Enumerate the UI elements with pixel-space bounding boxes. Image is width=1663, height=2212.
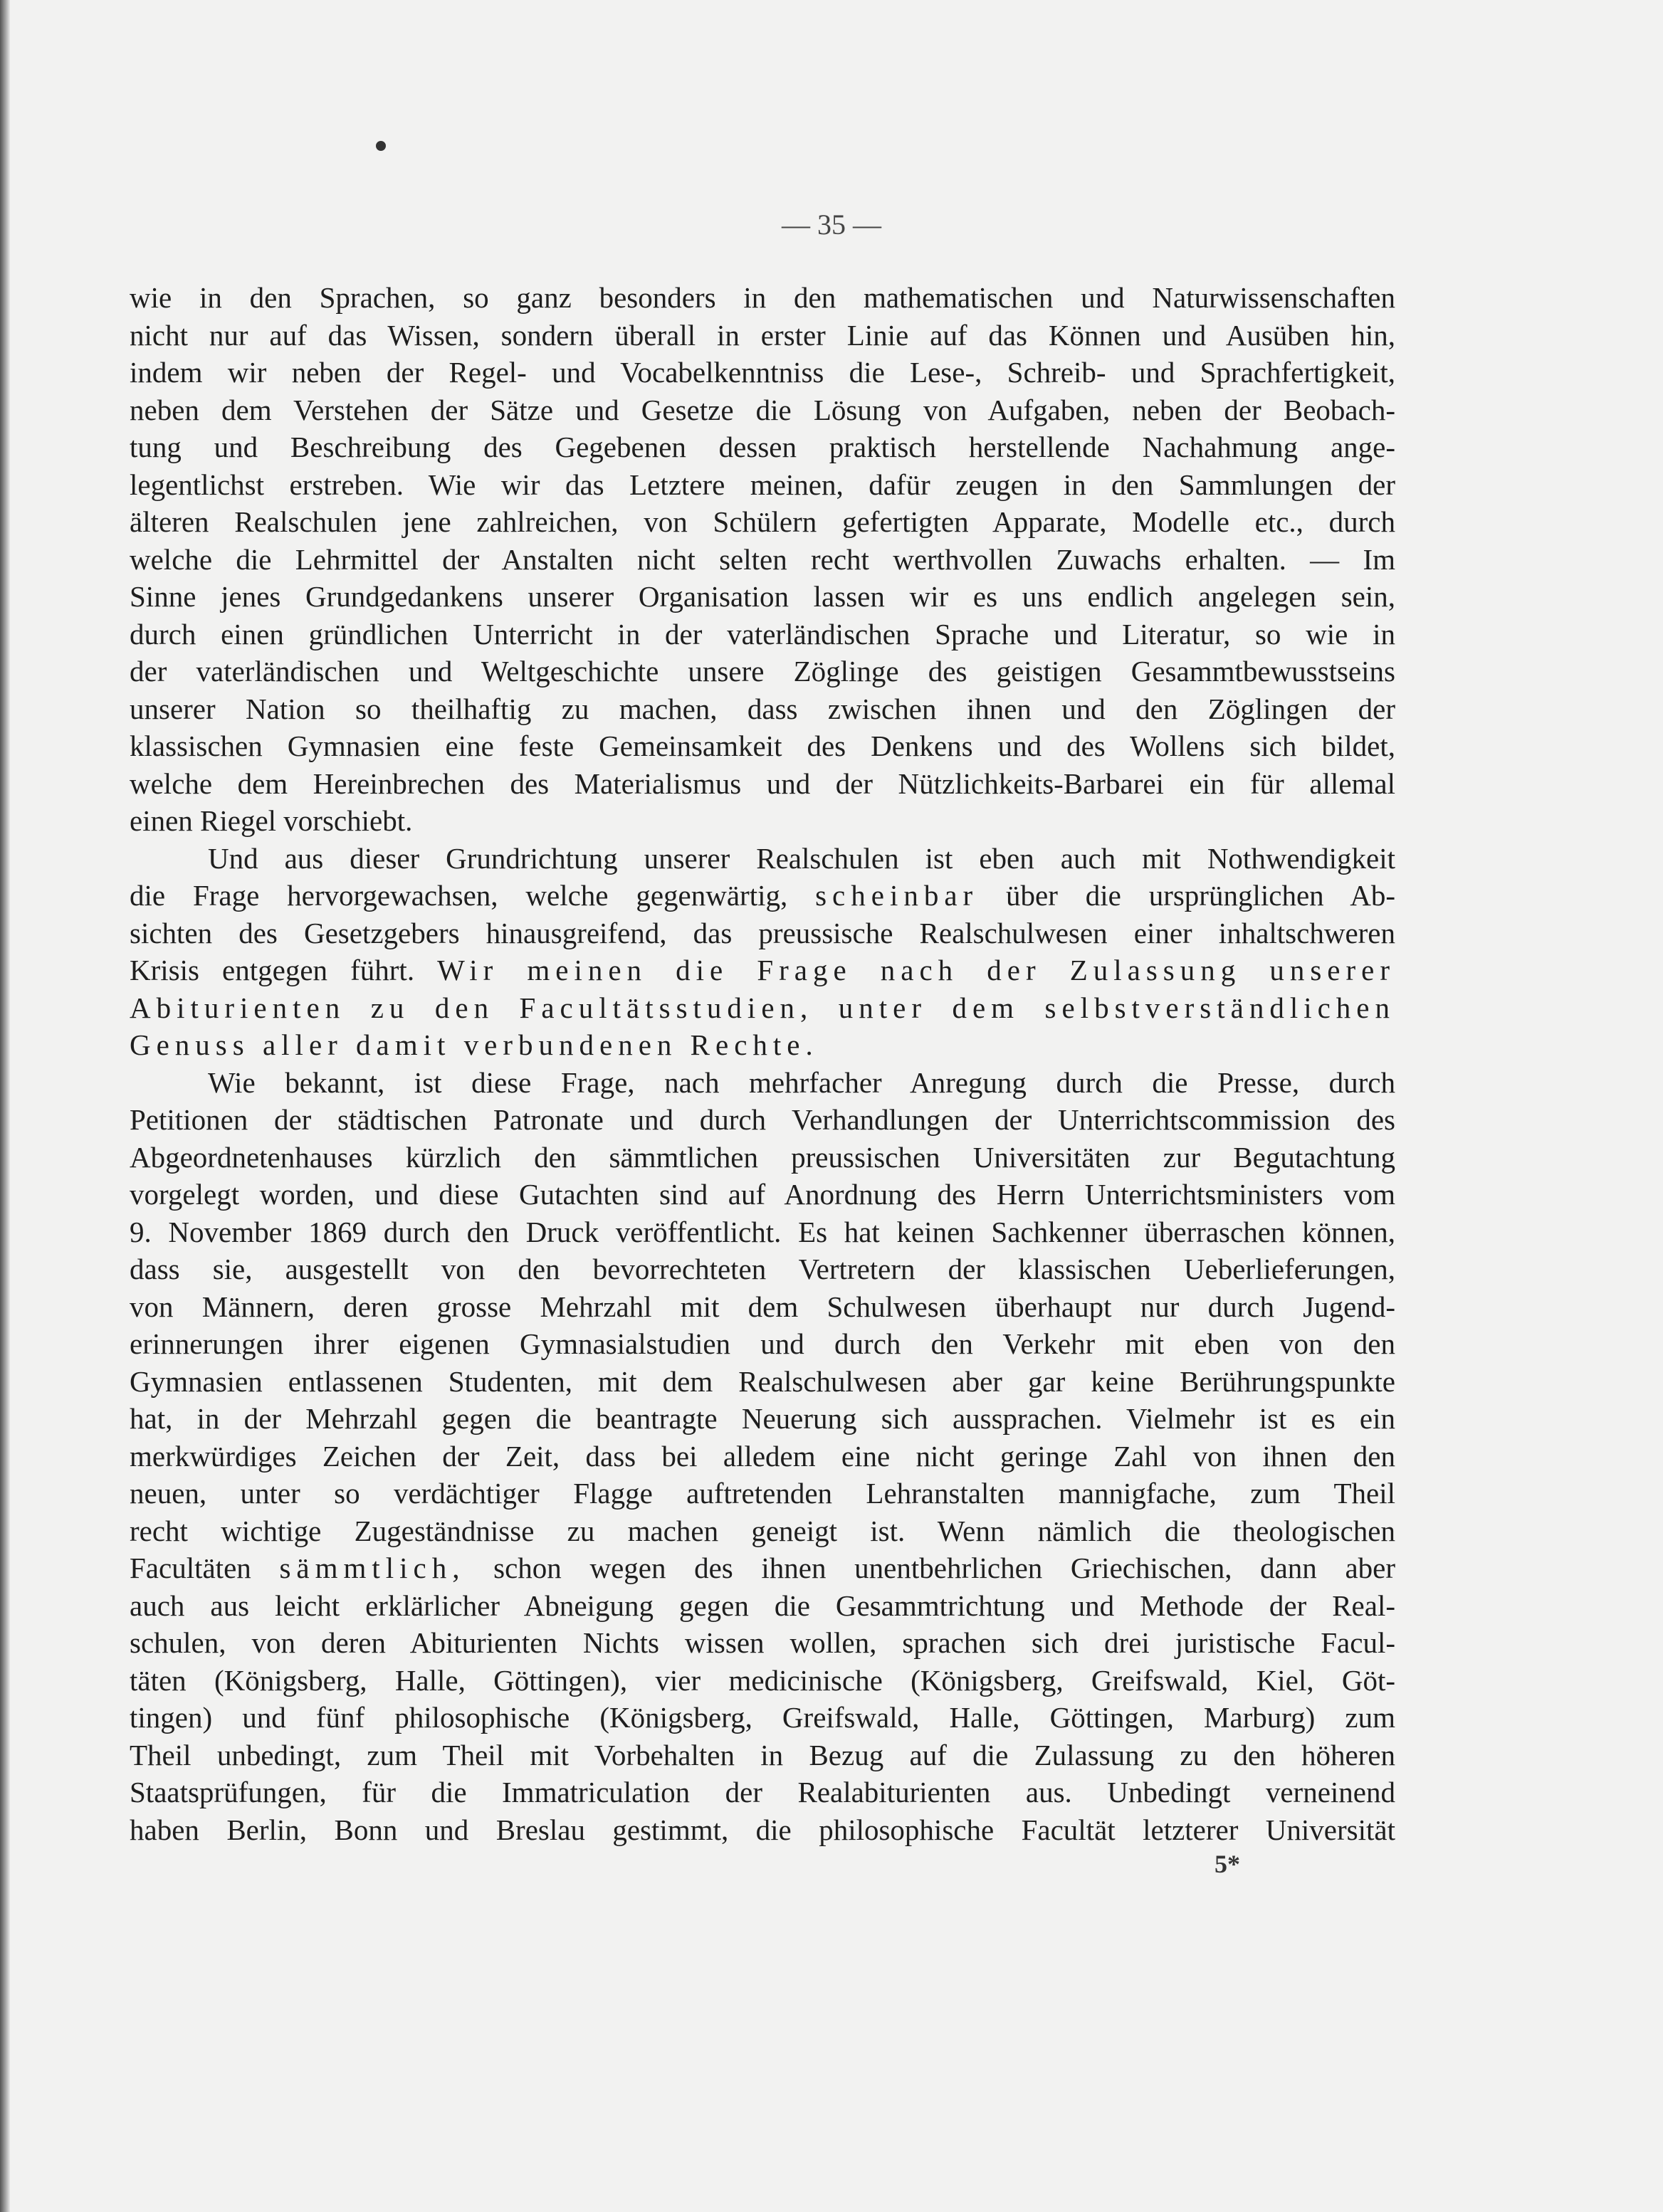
- text-line: recht wichtige Zugeständnisse zu machen geneigt ist. Wenn nämlich die theologischen: [130, 1514, 1395, 1547]
- text-line: dass sie, ausgestellt von den bevorrechteten Vertretern der klassischen Ueberlieferungen,: [130, 1253, 1395, 1285]
- body-text: [130, 279, 1395, 1848]
- text-line: sichten des Gesetzgebers hinausgreifend, das preussische Realschulwesen einer inhaltschweren: [130, 916, 1395, 949]
- spaced-emphasis: scheinbar: [815, 879, 979, 912]
- text-line: durch einen gründlichen Unterricht in der vaterländischen Sprache und Literatur, so wie in: [130, 617, 1395, 651]
- text-line: legentlichst erstreben. Wie wir das Letztere meinen, dafür zeugen in den Sammlungen der: [130, 468, 1395, 501]
- text-line: wie in den Sprachen, so ganz besonders in den mathematischen und Naturwissenschaften: [130, 281, 1395, 314]
- scan-edge: [0, 0, 10, 2212]
- text-line: nicht nur auf das Wissen, sondern überall in erster Linie auf das Können und Ausüben hin,: [130, 318, 1395, 352]
- text-line: täten (Königsberg, Halle, Göttingen), vier medicinische (Königsberg, Greifswald, Kiel, Göt-: [130, 1663, 1395, 1697]
- text-line: Abgeordnetenhauses kürzlich den sämmtlichen preussischen Universitäten zur Begutachtung: [130, 1140, 1395, 1174]
- text-line: neuen, unter so verdächtiger Flagge auftretenden Lehranstalten mannigfache, zum Theil: [130, 1477, 1395, 1510]
- text-line: tung und Beschreibung des Gegebenen dessen praktisch herstellende Nachahmung ange-: [130, 431, 1395, 463]
- text-line: [130, 877, 1395, 915]
- text-line: älteren Realschulen jene zahlreichen, von Schülern gefertigten Apparate, Modelle etc., durch: [130, 505, 1395, 538]
- text-line: einen Riegel vorschiebt.: [130, 804, 413, 837]
- text-line: hat, in der Mehrzahl gegen die beantragte Neuerung sich aussprachen. Vielmehr ist es ein: [130, 1402, 1395, 1435]
- text-line: merkwürdiges Zeichen der Zeit, dass bei alledem eine nicht geringe Zahl von ihnen den: [130, 1439, 1395, 1473]
- text-line: welche dem Hereinbrechen des Materialismus und der Nützlichkeits-Barbarei ein für allemal: [130, 767, 1395, 800]
- text-line: [130, 1549, 1395, 1587]
- text-line: 9. November 1869 durch den Druck veröffentlicht. Es hat keinen Sachkenner überraschen können,: [130, 1215, 1395, 1248]
- text-line: erinnerungen ihrer eigenen Gymnasialstudien und durch den Verkehr mit eben von den: [130, 1327, 1395, 1360]
- text-segment: Facultäten: [130, 1552, 251, 1584]
- text-line: der vaterländischen und Weltgeschichte unsere Zöglinge des geistigen Gesammtbewusstseins: [130, 655, 1395, 688]
- text-line: Staatsprüfungen, für die Immatriculation der Realabiturienten aus. Unbedingt verneinend: [130, 1776, 1395, 1808]
- text-line: Wie bekannt, ist diese Frage, nach mehrfacher Anregung durch die Presse, durch: [208, 1065, 1395, 1099]
- text-line: Petitionen der städtischen Patronate und durch Verhandlungen der Unterrichtscommission des: [130, 1103, 1395, 1136]
- text-line: welche die Lehrmittel der Anstalten nicht selten recht werthvollen Zuwachs erhalten. — Im: [130, 542, 1395, 576]
- signature-mark: 5*: [1215, 1850, 1240, 1878]
- text-line: Und aus dieser Grundrichtung unserer Realschulen ist eben auch mit Nothwendigkeit: [208, 841, 1395, 875]
- text-line: Gymnasien entlassenen Studenten, mit dem Realschulwesen aber gar keine Berührungspunkte: [130, 1364, 1395, 1398]
- spaced-emphasis: sämmtlich,: [279, 1552, 466, 1584]
- text-line: haben Berlin, Bonn und Breslau gestimmt, die philosophische Facultät letzterer Universität: [130, 1813, 1395, 1846]
- spaced-emphasis-line: Genuss aller damit verbundenen Rechte.: [130, 1028, 819, 1061]
- text-line: von Männern, deren grosse Mehrzahl mit dem Schulwesen überhaupt nur durch Jugend-: [130, 1290, 1395, 1323]
- text-line: klassischen Gymnasien eine feste Gemeinsamkeit des Denkens und des Wollens sich bildet,: [130, 730, 1395, 762]
- ink-spot: [376, 141, 386, 151]
- text-line: [130, 952, 1395, 989]
- text-line: unserer Nation so theilhaftig zu machen, dass zwischen ihnen und den Zöglingen der: [130, 692, 1395, 725]
- text-line: Theil unbedingt, zum Theil mit Vorbehalten in Bezug auf die Zulassung zu den höheren: [130, 1738, 1395, 1771]
- text-segment: Krisis entgegen führt.: [130, 954, 415, 986]
- text-line: tingen) und fünf philosophische (Königsberg, Greifswald, Halle, Göttingen, Marburg) zum: [130, 1701, 1395, 1734]
- text-line: schulen, von deren Abiturienten Nichts wissen wollen, sprachen sich drei juristische Facul-: [130, 1626, 1395, 1659]
- text-line: indem wir neben der Regel- und Vocabelkenntniss die Lese-, Schreib- und Sprachfertigkeit,: [130, 356, 1395, 389]
- text-line: vorgelegt worden, und diese Gutachten sind auf Anordnung des Herrn Unterrichtsministers vom: [130, 1178, 1395, 1211]
- text-line: auch aus leicht erklärlicher Abneigung gegen die Gesammtrichtung und Methode der Real-: [130, 1589, 1395, 1622]
- text-line: Sinne jenes Grundgedankens unserer Organisation lassen wir es uns endlich angelegen sein,: [130, 580, 1395, 613]
- text-segment: über die ursprünglichen Ab-: [1006, 879, 1395, 912]
- spaced-emphasis: Wir meinen die Frage nach der Zulassung unserer: [437, 954, 1395, 986]
- text-segment: schon wegen des ihnen unentbehrlichen Griechischen, dann aber: [493, 1552, 1396, 1584]
- text-segment: die Frage hervorgewachsen, welche gegenwärtig,: [130, 879, 788, 912]
- page-number: — 35 —: [782, 209, 881, 241]
- spaced-emphasis-line: Abiturienten zu den Facultätsstudien, unter dem selbstverständlichen: [130, 991, 1395, 1024]
- text-line: neben dem Verstehen der Sätze und Gesetze die Lösung von Aufgaben, neben der Beobach-: [130, 393, 1395, 426]
